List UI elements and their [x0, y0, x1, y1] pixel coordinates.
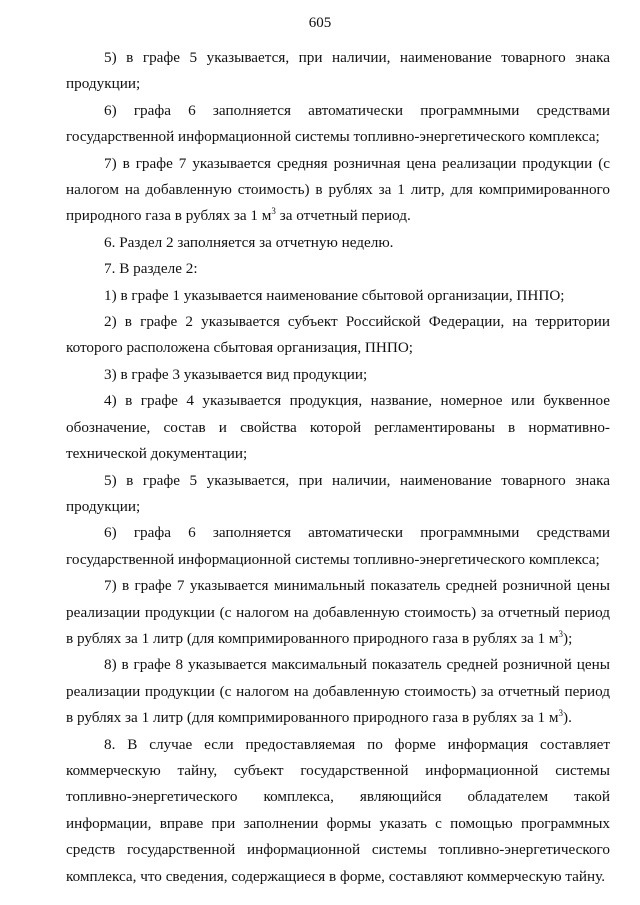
paragraph-4-product: 4) в графе 4 указывается продукция, название, номерное или буквенное обозначение, состав и свойства которой регламентированы в нормативно-технической документации; — [66, 392, 610, 463]
paragraph-7-min-price — [66, 573, 610, 652]
paragraph-5-trademark-section1: 5) в графе 5 указывается, при наличии, наименование товарного знака продукции; — [66, 49, 610, 93]
paragraph-8-max-tail: ). — [563, 709, 572, 727]
paragraph-3-product-type: 3) в графе 3 указывается вид продукции; — [104, 365, 368, 383]
paragraph-7-average-price — [66, 151, 610, 230]
paragraph-8-commercial-secret: 8. В случае если предоставляемая по форме информация составляет коммерческую тайну, субъект государственной информационной системы топливно-энергетического комплекса, являющийся обладателем такой информации, вправе при заполнении формы указать с помощью программных средств государственной информационной системы топливно-энергетического комплекса, что сведения, содержащиеся в форме, составляют коммерческую тайну. — [66, 735, 610, 885]
cubic-superscript: 3 — [558, 628, 564, 639]
paragraph-section2-heading: 7. В разделе 2: — [104, 260, 198, 278]
paragraph-1-organization: 1) в графе 1 указывается наименование сбытовой организации, ПНПО; — [104, 286, 565, 304]
paragraph-section2-weekly: 6. Раздел 2 заполняется за отчетную неделю. — [104, 233, 394, 251]
paragraph-6-auto-fill-section1: 6) графа 6 заполняется автоматически программными средствами государственной информационной системы топливно-энергетического комплекса; — [66, 101, 610, 146]
paragraph-8-max-price — [66, 652, 610, 731]
document-body — [66, 45, 610, 890]
paragraph-5-trademark-section2: 5) в графе 5 указывается, при наличии, наименование товарного знака продукции; — [66, 471, 610, 515]
paragraph-7-min-tail: ); — [563, 629, 573, 647]
paragraph-7-min-text: 7) в графе 7 указывается минимальный показатель средней розничной цены реализации продукции (с налогом на добавленную стоимость) за отчетный период в рублях за 1 литр (для компримированного природного газа в рублях за 1 м — [66, 577, 610, 647]
paragraph-6-auto-fill-section2: 6) графа 6 заполняется автоматически программными средствами государственной информационной системы топливно-энергетического комплекса; — [66, 524, 610, 568]
cubic-superscript: 3 — [271, 206, 276, 217]
paragraph-8-max-text: 8) в графе 8 указывается максимальный показатель средней розничной цены реализации продукции (с налогом на добавленную стоимость) за отчетный период в рублях за 1 литр (для компримированного природного газа в рублях за 1 м — [66, 656, 610, 727]
paragraph-2-region: 2) в графе 2 указывается субъект Российской Федерации, на территории которого расположена сбытовая организация, ПНПО; — [66, 313, 610, 357]
paragraph-7-tail: за отчетный период. — [275, 207, 411, 225]
paragraph-7-text: 7) в графе 7 указывается средняя розничная цена реализации продукции (с налогом на добавленную стоимость) в рублях за 1 литр, для компримированного природного газа в рублях за 1 м — [66, 154, 610, 225]
page-number: 605 — [308, 15, 332, 31]
cubic-superscript: 3 — [558, 708, 564, 719]
